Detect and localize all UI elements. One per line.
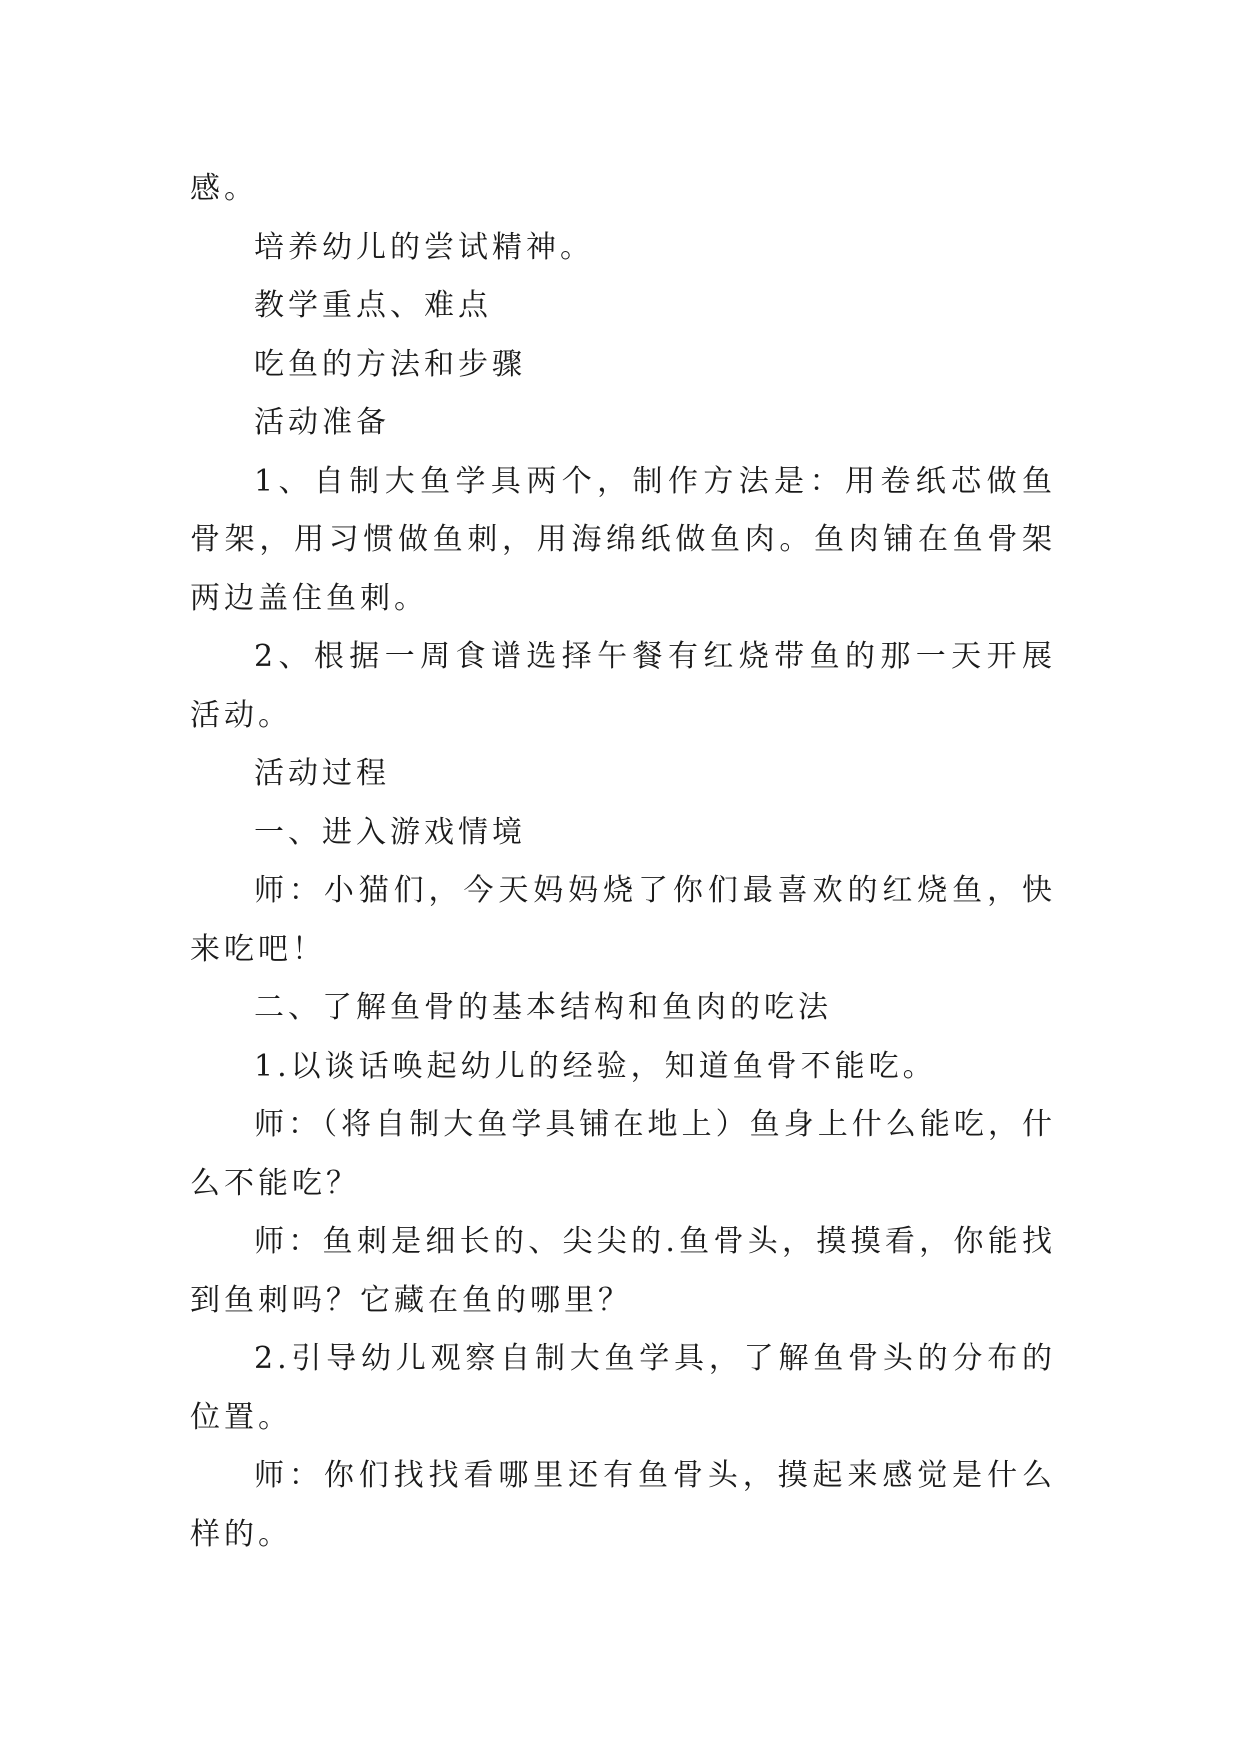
paragraph-9: 一、进入游戏情境 [254,814,526,850]
document-body [190,160,1056,1564]
section-heading-teaching-focus: 教学重点、难点 [254,288,492,323]
paragraph-2: 培养幼儿的尝试精神。 [254,229,594,265]
paragraph-7: 2、根据一周食谱选择午餐有红烧带鱼的那一天开展活动。 [190,639,1056,733]
paragraph-13: 师：（将自制大鱼学具铺在地上）鱼身上什么能吃，什么不能吃？ [190,1107,1056,1201]
paragraph-12: 1.以谈话唤起幼儿的经验，知道鱼骨不能吃。 [254,1048,937,1084]
section-heading-activity-preparation: 活动准备 [254,405,390,440]
paragraph-4: 吃鱼的方法和步骤 [254,346,526,382]
paragraph-1: 感。 [190,171,258,206]
paragraph-6: 1、自制大鱼学具两个，制作方法是：用卷纸芯做鱼骨架，用习惯做鱼刺，用海绵纸做鱼肉。鱼肉铺在鱼骨架两边盖住鱼刺。 [190,463,1056,616]
paragraph-11: 二、了解鱼骨的基本结构和鱼肉的吃法 [254,990,832,1025]
section-heading-activity-process: 活动过程 [254,756,390,791]
paragraph-15: 2.引导幼儿观察自制大鱼学具，了解鱼骨头的分布的位置。 [190,1341,1056,1435]
paragraph-16: 师：你们找找看哪里还有鱼骨头，摸起来感觉是什么样的。 [190,1458,1056,1552]
paragraph-10: 师：小猫们，今天妈妈烧了你们最喜欢的红烧鱼，快来吃吧！ [190,873,1056,967]
paragraph-14: 师：鱼刺是细长的、尖尖的.鱼骨头，摸摸看，你能找到鱼刺吗？它藏在鱼的哪里？ [190,1224,1056,1318]
